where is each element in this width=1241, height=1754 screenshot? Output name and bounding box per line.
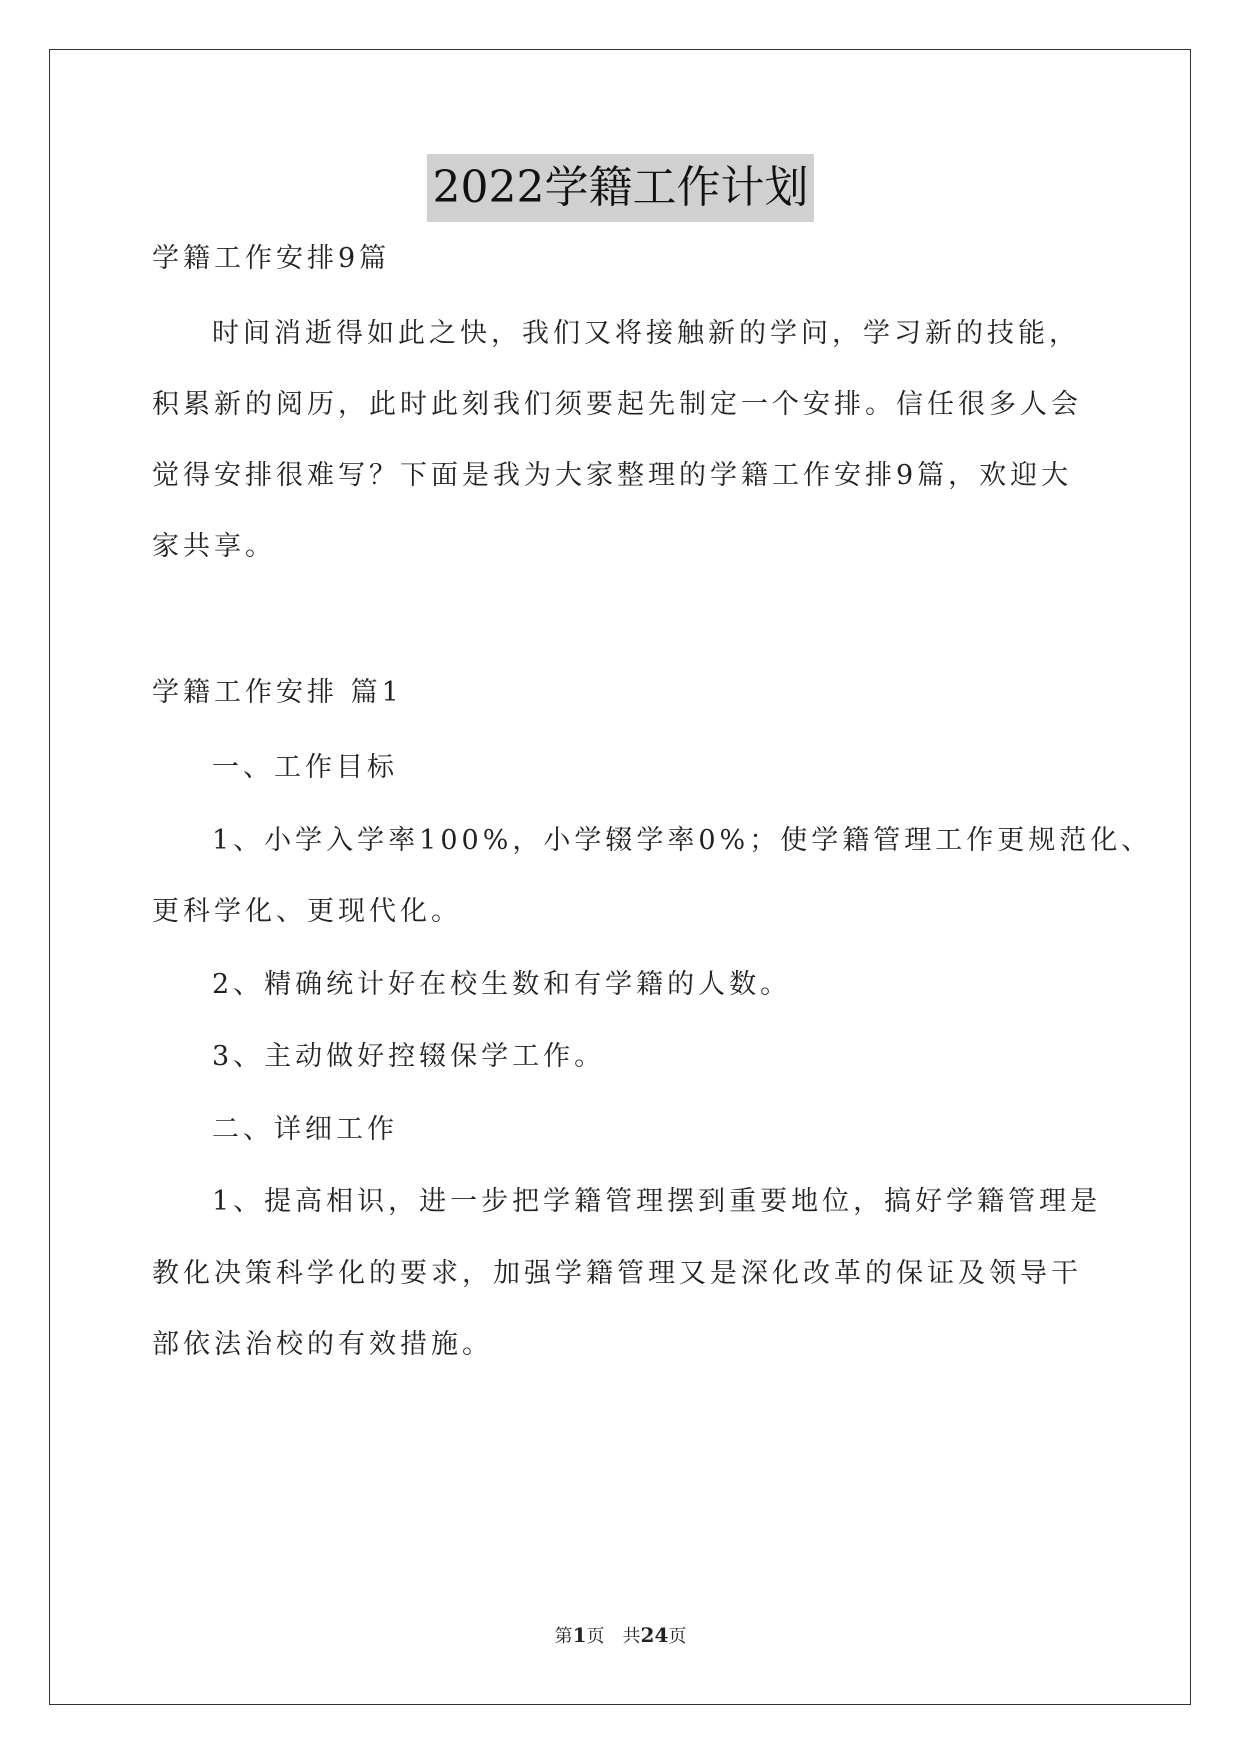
paragraph-line: 觉得安排很难写？下面是我为大家整理的学籍工作安排9篇，欢迎大	[152, 460, 1073, 491]
paragraph-line: 时间消逝得如此之快，我们又将接触新的学问，学习新的技能，	[212, 318, 1080, 349]
paragraph-line: 1、提高相识，进一步把学籍管理摆到重要地位，搞好学籍管理是	[212, 1186, 1102, 1217]
total-prefix: 共	[622, 1626, 641, 1647]
subtitle: 学籍工作安排9篇	[152, 243, 391, 274]
sub-heading: 一、工作目标	[212, 752, 398, 783]
page-suffix: 页	[586, 1626, 605, 1647]
document-title: 2022学籍工作计划	[427, 154, 815, 222]
page-footer	[0, 1622, 1241, 1648]
paragraph-line: 教化决策科学化的要求，加强学籍管理又是深化改革的保证及领导干	[152, 1258, 1082, 1289]
sub-heading: 二、详细工作	[212, 1114, 398, 1145]
paragraph-line: 1、小学入学率100%，小学辍学率0%；使学籍管理工作更规范化、	[212, 825, 1153, 856]
paragraph-line: 3、主动做好控辍保学工作。	[212, 1041, 606, 1072]
total-suffix: 页	[668, 1626, 687, 1647]
page-border	[49, 49, 1191, 1705]
paragraph-line: 更科学化、更现代化。	[152, 896, 462, 927]
page-number: 1	[572, 1623, 587, 1647]
paragraph-line: 2、精确统计好在校生数和有学籍的人数。	[212, 969, 792, 1000]
section-heading: 学籍工作安排 篇1	[152, 677, 403, 708]
title-container	[0, 154, 1241, 222]
total-pages: 24	[640, 1623, 669, 1647]
paragraph-line: 部依法治校的有效措施。	[152, 1329, 493, 1360]
page-prefix: 第	[554, 1626, 573, 1647]
paragraph-line: 家共享。	[152, 531, 276, 562]
paragraph-line: 积累新的阅历，此时此刻我们须要起先制定一个安排。信任很多人会	[152, 389, 1082, 420]
